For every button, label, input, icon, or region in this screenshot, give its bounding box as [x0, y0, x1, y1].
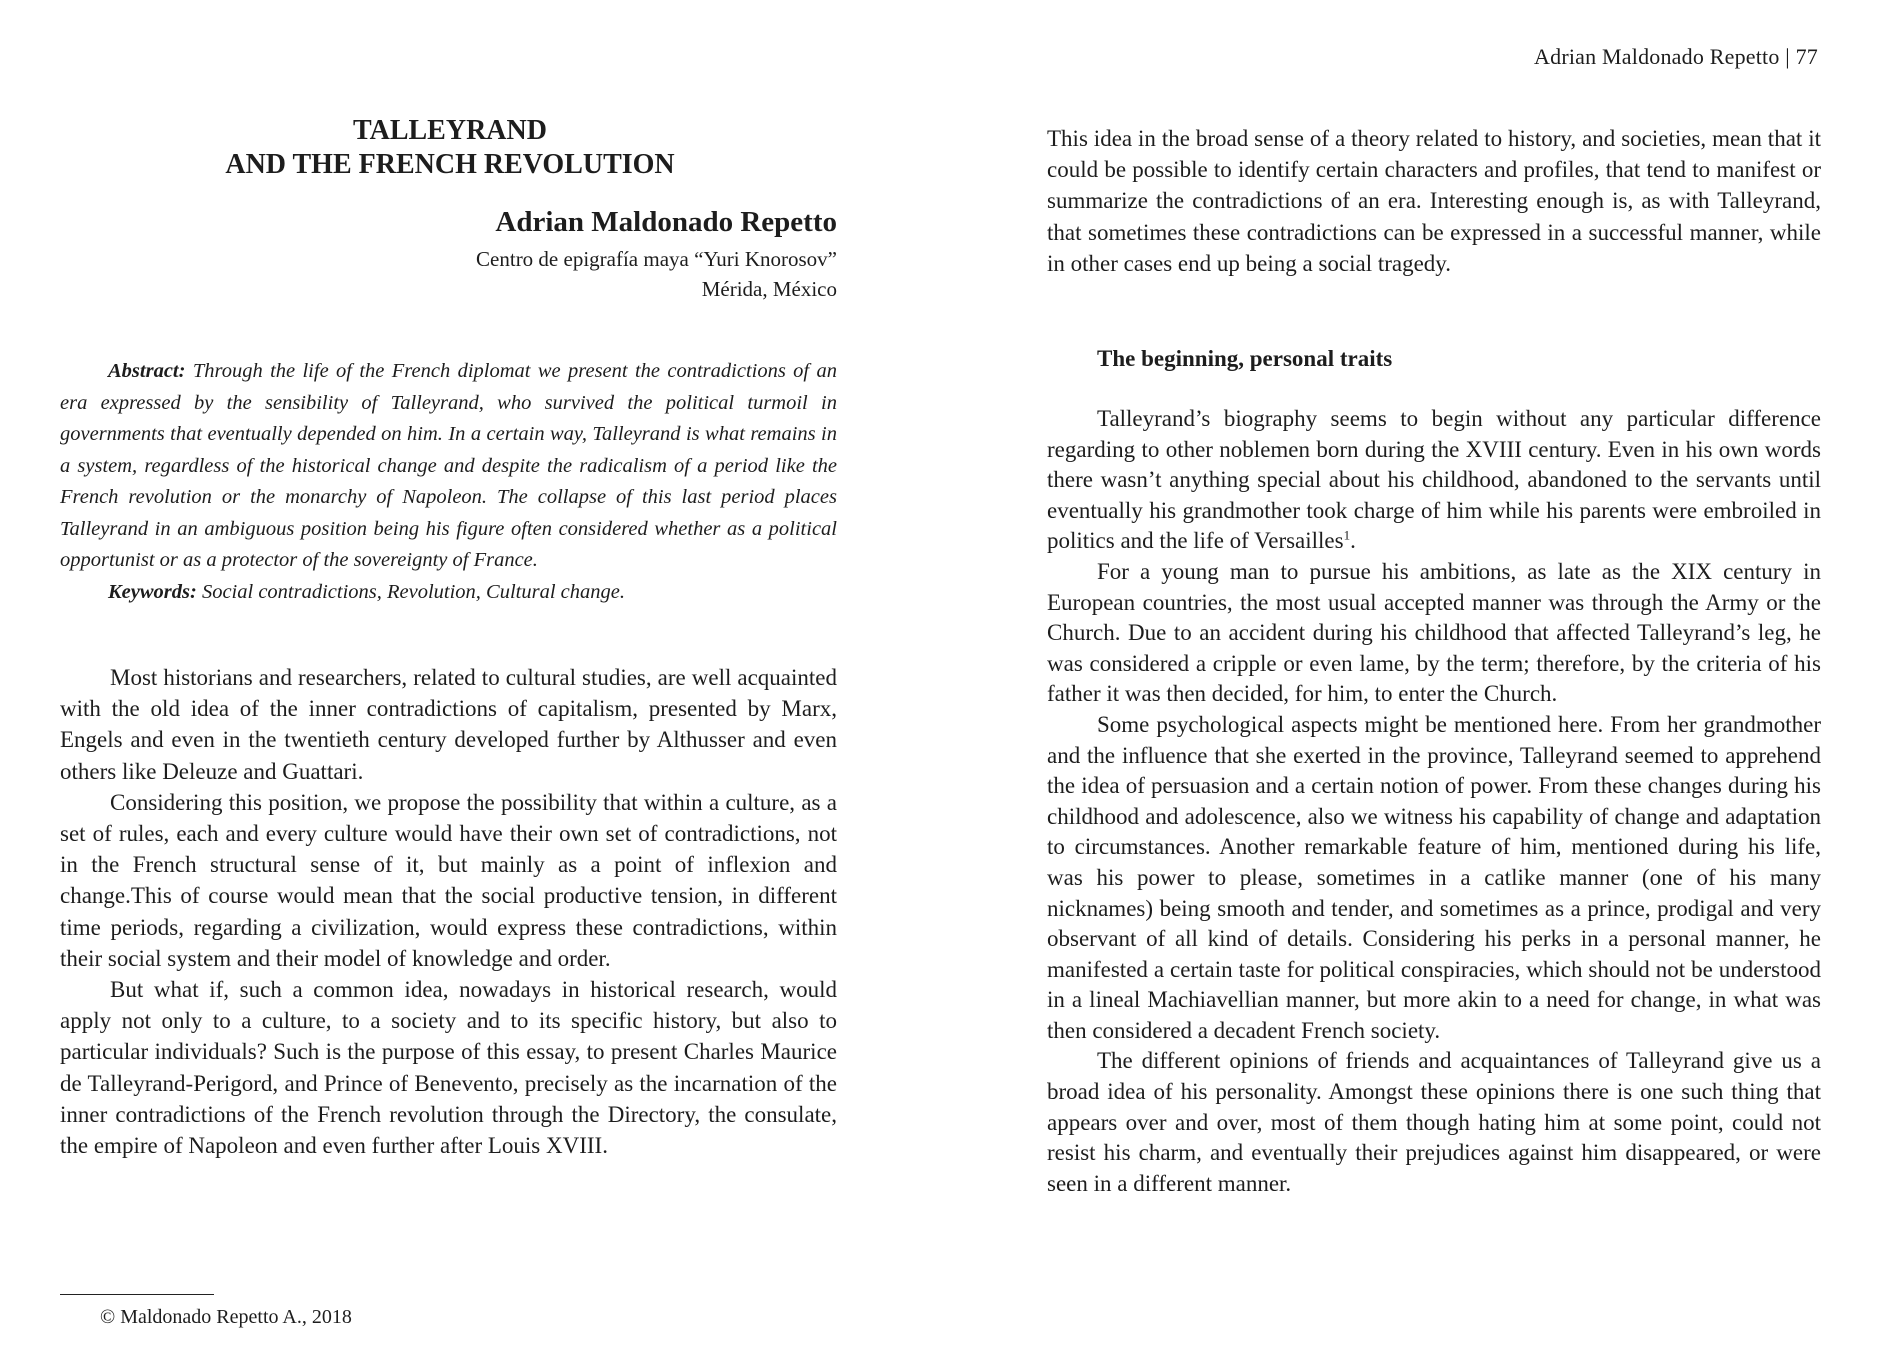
paragraph-end: .: [1350, 528, 1356, 554]
running-head-separator: |: [1785, 44, 1790, 69]
author-affiliation: Centro de epigrafía maya “Yuri Knorosov”: [476, 247, 837, 271]
body-paragraph: This idea in the broad sense of a theory related to history, and societies, mean that it could be possible to identify certain characters and profiles, that tend to manifest or summarize the contradictions of an era. Interesting enough is, as with Talleyrand, that sometimes these contradictions can be expressed in a successful manner, while in other cases end up being a social tragedy.: [1047, 126, 1821, 276]
body-paragraph: [1047, 404, 1821, 557]
article-title: [60, 114, 840, 182]
paragraph-text: Talleyrand’s biography seems to begin without any particular difference regarding to other noblemen born during the XVIII century. Even in his own words there wasn’t anything special about his childhood, abandoned to the servants until eventually his grandmother took charge of him while his parents were embroiled in politics and the life of Versailles: [1047, 406, 1821, 554]
section-heading: The beginning, personal traits: [1097, 346, 1393, 371]
footnote-reference[interactable]: 1: [1343, 527, 1351, 543]
abstract: [60, 356, 837, 608]
right-page: [939, 0, 1878, 1372]
running-head: [1534, 44, 1818, 70]
body-paragraph: Most historians and researchers, related to cultural studies, are well acquainted with the old idea of the inner contradictions of capitalism, presented by Marx, Engels and even in the twentieth century developed further by Althusser and even others like Deleuze and Guattari.: [60, 665, 837, 784]
right-intro-text: [1047, 100, 1821, 302]
page-number: 77: [1795, 44, 1818, 69]
abstract-text: Through the life of the French diplomat we present the contradictions of an era expressed by the sensibility of Talleyrand, who survived the political turmoil in governments that eventually depended on him. In a certain way, Talleyrand is what remains in a system, regardless of the historical change and despite the radicalism of a period like the French revolution or the monarchy of Napoleon. The collapse of this last period places Talleyrand in an ambiguous position being his figure often considered whether as a political opportunist or as a protector of the sovereignty of France.: [60, 360, 838, 571]
keywords-text: Social contradictions, Revolution, Cultural change.: [201, 580, 625, 603]
body-paragraph: For a young man to pursue his ambitions, as late as the XIX century in European countries, the most usual accepted manner was through the Army or the Church. Due to an accident during his childhood that affected Talleyrand’s leg, he was considered a cripple or even lame, by the term; therefore, by the criteria of his father it was then decided, for him, to enter the Church.: [1047, 558, 1821, 707]
title-line-1: TALLEYRAND: [353, 115, 547, 146]
copyright-footnote: © Maldonado Repetto A., 2018: [100, 1306, 352, 1328]
footnote-rule: [60, 1294, 214, 1295]
body-paragraph: Some psychological aspects might be mentioned here. From her grandmother and the influence that she exerted in the province, Talleyrand seemed to apprehend the idea of persuasion and a certain notion of power. From these changes during his childhood and adolescence, also we witness his capability of change and adaptation to circumstances. Another remarkable feature of him, mentioned during his life, was his power to please, sometimes in a catlike manner (one of his many nicknames) being smooth and tender, and sometimes as a prince, prodigal and very observant of all kind of details. Considering his perks in a personal manner, he manifested a certain taste for political conspiracies, which should not be understood in a lineal Machiavellian manner, but more akin to a need for change, in what was then considered a decadent French society.: [1047, 711, 1821, 1043]
keywords-paragraph: [60, 577, 837, 609]
author-name: Adrian Maldonado Repetto: [495, 206, 837, 238]
body-paragraph: Considering this position, we propose the possibility that within a culture, as a set of rules, each and every culture would have their own set of contradictions, not in the French structural sense of it, but mainly as a point of inflexion and change.This of course would mean that the social productive tension, in different time periods, regarding a civilization, would express these contradictions, within their social system and their model of knowledge and order.: [60, 789, 837, 971]
right-body-text: [1047, 404, 1821, 1199]
author-location: Mérida, México: [701, 277, 837, 301]
keywords-label: Keywords:: [108, 580, 197, 603]
author-block: [277, 204, 837, 304]
running-head-author: Adrian Maldonado Repetto: [1534, 44, 1780, 69]
abstract-label: Abstract:: [108, 360, 186, 382]
body-paragraph: The different opinions of friends and acquaintances of Talleyrand give us a broad idea of his personality. Amongst these opinions there is one such thing that appears over and over, most of them though hating him at some point, could not resist his charm, and eventually their prejudices against him disappeared, or were seen in a different manner.: [1047, 1048, 1821, 1196]
title-line-2: AND THE FRENCH REVOLUTION: [225, 149, 675, 180]
abstract-paragraph: [60, 356, 837, 577]
left-body-text: [60, 662, 837, 1161]
body-paragraph: But what if, such a common idea, nowadays in historical research, would apply not only to a culture, to a society and to its specific history, but also to particular individuals? Such is the purpose of this essay, to present Charles Maurice de Talleyrand-Perigord, and Prince of Benevento, precisely as the incarnation of the inner contradictions of the French revolution through the Directory, the consulate, the empire of Napoleon and even further after Louis XVIII.: [60, 977, 837, 1159]
